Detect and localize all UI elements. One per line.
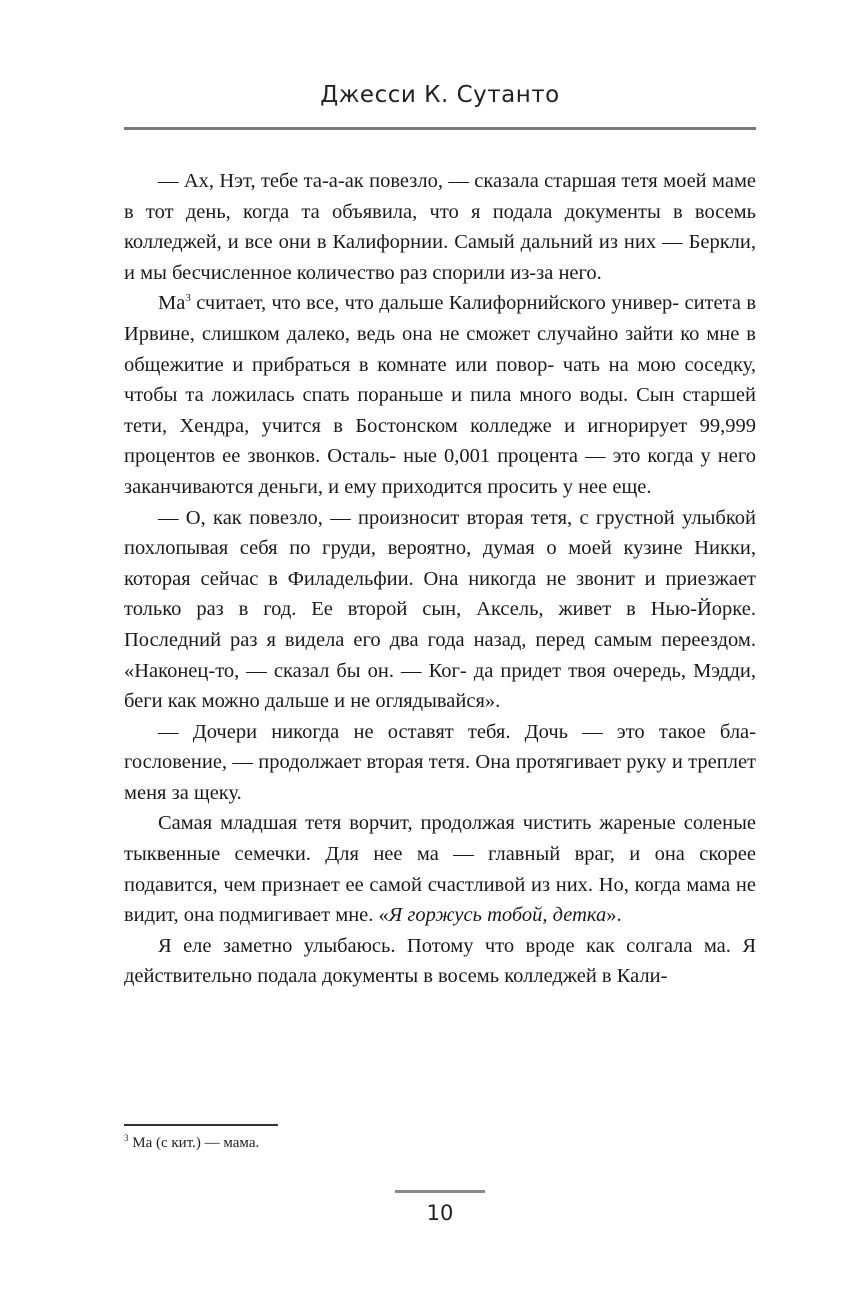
text-line: оглядывайся». bbox=[375, 690, 501, 713]
text-line: Я действительно подала документы в восемь колледжей в Кали- bbox=[124, 934, 756, 988]
text-line: ситета в Ирвине, слишком далеко, ведь она не сможет случайно bbox=[124, 292, 757, 345]
text-line: Я еле заметно улыбаюсь. Потому что вроде как солгала ма. bbox=[158, 934, 731, 957]
text-line: много воды. Сын старшей тети, Хендра, учится в Бостонском bbox=[124, 384, 756, 437]
page-number: 10 bbox=[426, 1201, 454, 1225]
text-line: соленые тыквенные семечки. Для нее ма — главный враг, и она bbox=[124, 812, 756, 866]
text-line: гословение, — продолжает вторая тетя. Она протягивает руку bbox=[124, 751, 667, 774]
page-number-rule bbox=[395, 1190, 485, 1193]
footnote-rule bbox=[124, 1124, 278, 1126]
text-line: чать на мою соседку, чтобы та ложилась спать пораньше и пила bbox=[124, 353, 756, 407]
paragraph-6 bbox=[124, 931, 756, 992]
text-line: не звонит и приезжает только раз в год. Ее второй сын, Аксель, bbox=[124, 567, 757, 621]
italic-quote: тобой, детка bbox=[487, 904, 607, 927]
text-line: и треплет меня за щеку. bbox=[124, 751, 757, 804]
text-line: да придет твоя очередь, Мэдди, беги как можно дальше и не bbox=[124, 659, 756, 713]
text-line: кузине Никки, которая сейчас в Филадельфии. Она никогда bbox=[124, 537, 757, 590]
text-line: Самая младшая тетя ворчит, продолжая чистить жареные bbox=[158, 812, 676, 835]
text-line: считает, что все, что дальше Калифорнийского универ- bbox=[190, 292, 680, 315]
text-line: зайти ко мне в общежитие и прибраться в комнате или повор- bbox=[124, 322, 756, 376]
text-line: колледже и игнорирует 99,999 процентов ее звонков. Осталь- bbox=[124, 414, 756, 468]
paragraph-5 bbox=[124, 808, 756, 930]
text-line: — О, как повезло, — произносит вторая тетя, с грустной bbox=[158, 506, 675, 529]
footnote-number: 3 bbox=[124, 1133, 129, 1143]
footnote-reference: 3 bbox=[185, 292, 191, 305]
text-line: Но, когда мама не видит, она подмигивает мне. « bbox=[124, 873, 756, 927]
text-line: Ма bbox=[158, 292, 186, 315]
main-text bbox=[124, 166, 756, 992]
text-line: из них — Беркли, и мы бесчисленное количество раз спорили bbox=[124, 231, 757, 284]
text-line: ные 0,001 процента — это когда у него заканчиваются деньги, bbox=[124, 445, 757, 498]
text-line: — Дочери никогда не оставят тебя. Дочь — это такое бла- bbox=[158, 720, 756, 743]
text-line: моей маме в тот день, когда та объявила, что я подала документы bbox=[124, 170, 757, 223]
footnote-text: Ма (с кит.) — мама. bbox=[128, 1135, 260, 1151]
paragraph-4 bbox=[124, 717, 756, 809]
text-line: в восемь колледжей, и все они в Калифорнии. Самый дальний bbox=[124, 200, 757, 254]
text-line: ». bbox=[606, 904, 622, 927]
text-line: перед самым переездом. «Наконец-то, — сказал бы он. — Ког- bbox=[124, 628, 756, 682]
paragraph-2 bbox=[124, 288, 756, 502]
text-line: и ему приходится просить у нее еще. bbox=[328, 475, 652, 498]
text-line: из-за него. bbox=[510, 261, 602, 284]
paragraph-3 bbox=[124, 503, 756, 717]
header-rule bbox=[124, 127, 756, 130]
text-line: улыбкой похлопывая себя по груди, вероятно, думая о моей bbox=[124, 506, 756, 560]
text-line: живет в Нью-Йорке. Последний раз я видела его два года назад, bbox=[124, 598, 756, 651]
running-head-author: Джесси К. Сутанто bbox=[320, 82, 560, 108]
italic-quote: Я горжусь bbox=[388, 904, 482, 927]
paragraph-1 bbox=[124, 166, 756, 288]
text-line: — Ах, Нэт, тебе та-а-ак повезло, — сказала старшая тетя bbox=[158, 170, 658, 192]
text-line: скорее подавится, чем признает ее самой счастливой из них. bbox=[124, 843, 756, 896]
footnote bbox=[124, 1132, 259, 1154]
